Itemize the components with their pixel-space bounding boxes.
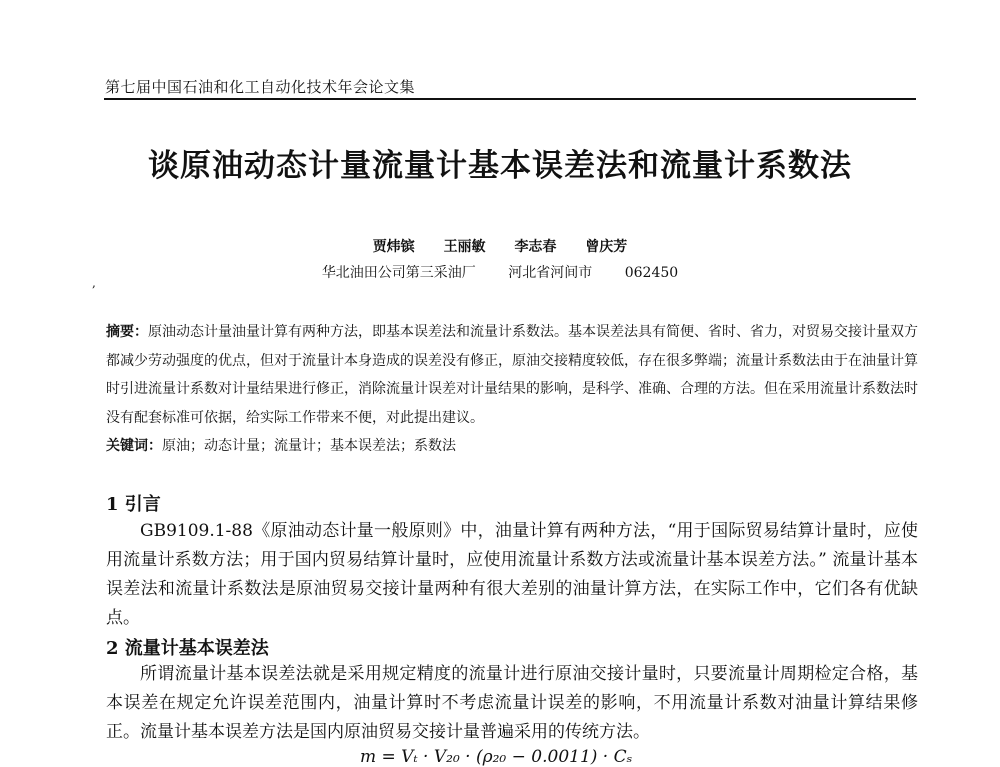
keywords-text: 原油；动态计量；流量计；基本误差法；系数法 (162, 438, 456, 454)
section-body-basic-error: 所谓流量计基本误差法就是采用规定精度的流量计进行原油交接计量时，只要流量计周期检定合格，基本误差在规定允许误差范围内，油量计算时不考虑流量计误差的影响，不用流量计系数对油量计算结果修正。流量计基本误差方法是国内原油贸易交接计量普遍采用的传统方法。 (106, 664, 918, 742)
affiliation-org: 华北油田公司第三采油厂 (321, 265, 476, 281)
abstract-label: 摘要： (106, 324, 148, 340)
section-heading-basic-error: 2 流量计基本误差法 (106, 638, 269, 659)
author: 李志春 (514, 239, 557, 255)
author: 王丽敏 (443, 239, 486, 255)
affiliation (0, 262, 1000, 282)
formula: m = Vₜ · V₂₀ · (ρ₂₀ − 0.0011) · Cₛ (360, 747, 633, 767)
section-body-intro: GB9109.1-88《原油动态计量一般原则》中，油量计算有两种方法，“用于国际贸易结算计量时，应使用流量计系数方法；用于国内贸易结算计量时，应使用流量计系数方法或流量计基本误差方法。” 流量计基本误差法和流量计系数法是原油贸易交接计量两种有很大差别的油量计算方法，在实际工作中，它们各有优缺点。 (106, 521, 918, 628)
header-rule (104, 98, 916, 100)
section-heading-intro: 1 引言 (106, 494, 161, 515)
scan-mark: , (92, 276, 96, 290)
keywords (106, 436, 918, 456)
author: 贾炜镔 (372, 239, 415, 255)
abstract-text: 原油动态计量油量计算有两种方法，即基本误差法和流量计系数法。基本误差法具有简便、省时、省力，对贸易交接计量双方都减少劳动强度的优点，但对于流量计本身造成的误差没有修正，原油交接精度较低，存在很多弊端；流量计系数法由于在油量计算时引进流量计系数对计量结果进行修正，消除流量计误差对计量结果的影响，是科学、准确、合理的方法。但在采用流量计系数法时没有配套标准可依据，给实际工作带来不便，对此提出建议。 (106, 324, 918, 426)
author: 曾庆芳 (585, 239, 628, 255)
author-list (0, 236, 1000, 256)
paper-title: 谈原油动态计量流量计基本误差法和流量计系数法 (148, 148, 852, 184)
affiliation-zip: 062450 (624, 265, 679, 281)
keywords-label: 关键词： (106, 438, 162, 454)
affiliation-place: 河北省河间市 (508, 265, 593, 281)
journal-header: 第七届中国石油和化工自动化技术年会论文集 (105, 78, 416, 96)
abstract (106, 318, 918, 432)
